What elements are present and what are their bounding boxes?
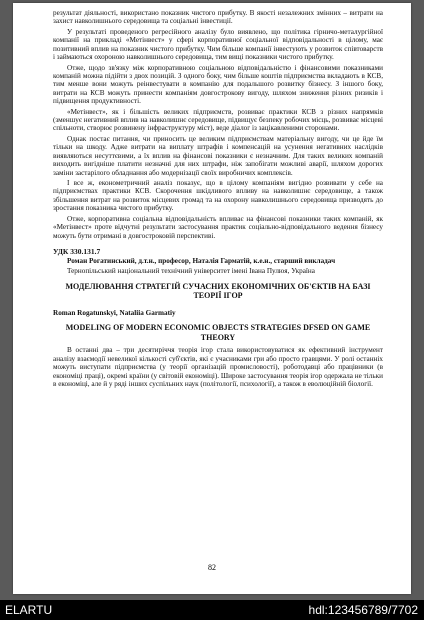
handle-label: hdl:123456789/7702	[308, 603, 418, 617]
repository-label: ELARTU	[5, 603, 53, 617]
udc-code: УДК 330.131.7	[53, 246, 101, 256]
authors-en: Roman Rogatunskyi, Nataliia Garmatiy	[53, 308, 176, 317]
paragraph: результат діяльності, використано показник чистого прибутку. В якості незалежних змінних – витрати на захист навколишнього середовища та соціальні інвестиції.	[53, 9, 383, 26]
authors-uk: Роман Рогатинський, д.т.н., професор, Наталія Гарматій, к.е.н., старший викладач	[67, 256, 336, 265]
intro-paragraph: В останні два – три десятиріччя теорія ігор стала використовуватися як ефективний інструмент аналізу взаємодії невеликої кількості суб'єктів, які є учасниками гри або просто гравцями. У ролі останніх можуть виступати підприємства (у теорії організацій промисловості), роботодавці або працівники (в економіці праці), окремі країни (у світовій економіці). Широке застосування теорія ігор одержала не тільки в економіці, але й у ряді інших суспільних наук (політології, психології), а також в еволюційній біології.	[53, 346, 383, 389]
affiliation-uk: Тернопільський національний технічний університет імені Івана Пулюя, Україна	[67, 267, 315, 276]
paragraph: І все ж, економетричний аналіз показує, що в цілому компаніям вигідно розвивати у себе на підприємствах практики КСВ. Скорочення шкідливого впливу на навколишнє середовище, а також збільшення витрат на розвиток місцевих громад та на охорону навколишнього середовища призводять до зростання показника чистого прибутку.	[53, 179, 383, 213]
paragraph: Однак постає питання, чи приносить це великим підприємствам матеріальну вигоду, чи це йде їм тільки на шкоду. Адже витрати на виплату штрафів і компенсацій на усунення негативних наслідків виявляються несуттєвими, а їх вплив на фінансові показники є незначним. Для таких великих компаній виходить вигідніше платити незначні для них штрафи, ніж запобігати можливі аварії, шляхом дорогих заміни застарілого обладнання або модернізації своїх виробничих комплексів.	[53, 134, 383, 177]
paragraph: У результаті проведеного регресійного аналізу було виявлено, що політика гірничо-металургійної компанії на прикладі «Метінвест» у сфері корпоративної соціальної відповідальності в цілому, має позитивний вплив на показник чистого прибутку. Чим більше компанії інвестують у розвиток співтоварств і займаються охороною навколишнього середовища, тим вищі показники чистого прибутку.	[53, 27, 383, 62]
page-content	[53, 9, 383, 390]
article-title-uk: МОДЕЛЮВАННЯ СТРАТЕГІЙ СУЧАСНИХ ЕКОНОМІЧНИХ ОБ'ЄКТІВ НА БАЗІ ТЕОРІЇ ІГОР	[65, 281, 371, 301]
paragraph: «Метінвест», як і більшість великих підприємств, розвиває практики КСВ з різних напрямків (зменшує негативний вплив на навколишнє середовище, підвищує безпеку робочих місць, розвиває місцеві спільноти, створює розвинену інфраструктуру міст), веде діалог із зацікавленими сторонами.	[53, 107, 383, 133]
page-number: 82	[208, 563, 216, 572]
paragraph: Отже, щодо зв'язку між корпоративною соціальною відповідальністю і фінансовими показниками компаній можна підійти з двох позицій. З одного боку, чим більше коштів підприємства вкладають в КСВ, тим менше вони можуть реінвестувати в компанію для подальшого розвитку бізнесу. З іншого боку, витрати на КСВ можуть принести компаніям довгострокову вигоду, шляхом зниження різних ризиків і підвищення продуктивності.	[53, 63, 383, 106]
status-bar	[0, 600, 424, 620]
paragraph: Отже, корпоративна соціальна відповідальність впливає на фінансові показники таких компаній, як «Метінвест» проте відчутні результати застосування практик соціально-відповідального ведення бізнесу можуть бути отримані в довгостроковій перспективі.	[53, 214, 383, 240]
article-title-en: MODELING OF MODERN ECONOMIC OBJECTS STRATEGIES DFSED ON GAME THEORY	[65, 323, 371, 342]
document-page	[13, 3, 411, 594]
